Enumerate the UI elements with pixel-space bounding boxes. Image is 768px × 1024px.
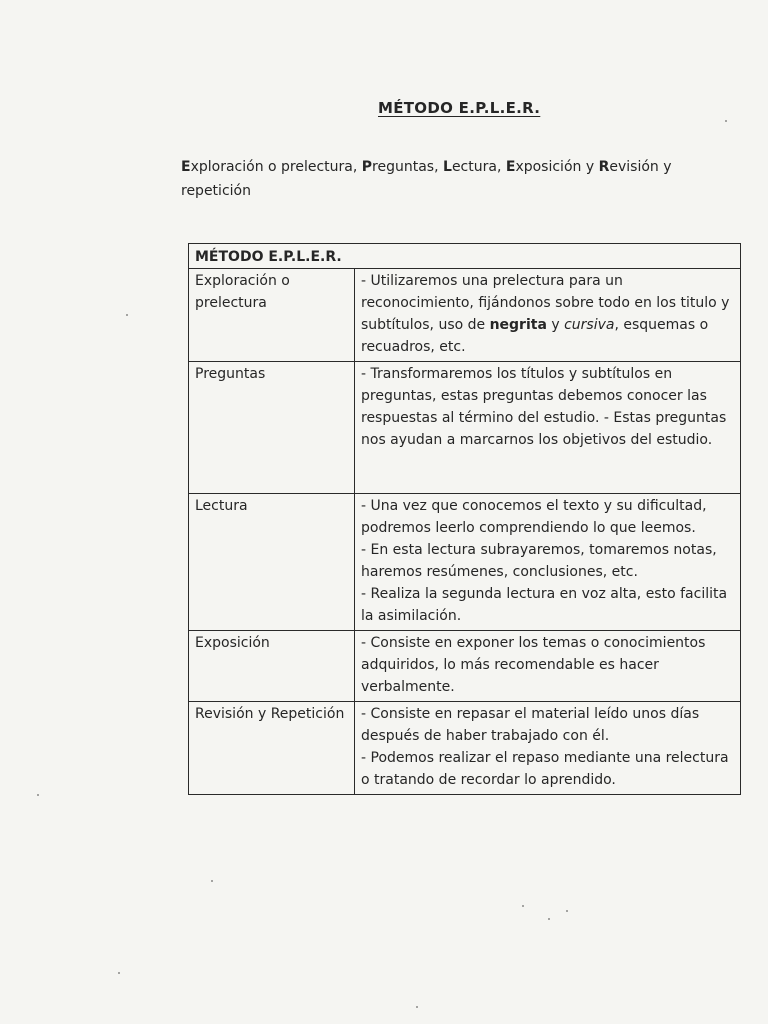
intro-text: xploración o prelectura, bbox=[190, 159, 362, 175]
table-row bbox=[189, 494, 741, 631]
intro-text: evisión y repetición bbox=[181, 159, 672, 199]
step-name: Revisión y Repetición bbox=[189, 702, 355, 795]
intro-initial: L bbox=[443, 159, 452, 175]
description-text: - Podemos realizar el repaso mediante una relectura o tratando de recordar lo aprendido. bbox=[361, 750, 729, 788]
epler-table bbox=[188, 243, 741, 795]
description-text: - Realiza la segunda lectura en voz alta, esto facilita la asimilación. bbox=[361, 586, 728, 624]
step-name: Preguntas bbox=[189, 362, 355, 494]
intro-text: xposición y bbox=[515, 159, 599, 175]
step-description bbox=[355, 362, 741, 494]
description-text: - Consiste en exponer los temas o conocimientos adquiridos, lo más recomendable es hacer verbalmente. bbox=[361, 635, 706, 695]
table-row bbox=[189, 269, 741, 362]
table-row bbox=[189, 362, 741, 494]
bold-word: negrita bbox=[489, 317, 547, 333]
scan-speck bbox=[725, 120, 727, 122]
description-text: - Transformaremos los títulos y subtítulos en preguntas, estas preguntas debemos conocer las respuestas al término del estudio. - Estas preguntas nos ayudan a marcarnos los objetivos del estudio. bbox=[361, 366, 727, 448]
step-description bbox=[355, 702, 741, 795]
step-name: Exposición bbox=[189, 631, 355, 702]
description-text: - Una vez que conocemos el texto y su dificultad, podremos leerlo comprendiendo lo que leemos. bbox=[361, 498, 707, 536]
step-name: Exploración o prelectura bbox=[189, 269, 355, 362]
table-header: MÉTODO E.P.L.E.R. bbox=[189, 244, 741, 269]
scan-speck bbox=[416, 1006, 418, 1008]
italic-word: cursiva bbox=[564, 317, 615, 333]
intro-initial: P bbox=[361, 159, 373, 175]
scan-speck bbox=[566, 910, 568, 912]
scan-speck bbox=[37, 794, 39, 796]
intro-text: ectura, bbox=[451, 159, 506, 175]
intro-paragraph bbox=[181, 155, 741, 203]
intro-text: reguntas, bbox=[372, 159, 444, 175]
scan-speck bbox=[126, 314, 128, 316]
intro-initial: E bbox=[181, 159, 191, 175]
description-text: - En esta lectura subrayaremos, tomaremos notas, haremos resúmenes, conclusiones, etc. bbox=[361, 542, 717, 580]
step-description bbox=[355, 631, 741, 702]
description-text: y bbox=[546, 317, 565, 333]
scan-speck bbox=[118, 972, 120, 974]
description-text: - Utilizaremos una prelectura para un reconocimiento, fijándonos sobre todo en los titulo y subtítulos, uso de bbox=[361, 273, 730, 333]
document-title: MÉTODO E.P.L.E.R. bbox=[378, 99, 541, 117]
table-row bbox=[189, 631, 741, 702]
table-row bbox=[189, 702, 741, 795]
intro-initial: R bbox=[598, 159, 610, 175]
step-description bbox=[355, 494, 741, 631]
description-text: - Consiste en repasar el material leído unos días después de haber trabajado con él. bbox=[361, 706, 700, 744]
scan-speck bbox=[548, 918, 550, 920]
step-name: Lectura bbox=[189, 494, 355, 631]
scan-speck bbox=[522, 905, 524, 907]
description-text: , esquemas o recuadros, etc. bbox=[361, 317, 709, 355]
step-description bbox=[355, 269, 741, 362]
intro-initial: E bbox=[505, 159, 516, 175]
scan-speck bbox=[211, 880, 213, 882]
table-header-row bbox=[189, 244, 741, 269]
